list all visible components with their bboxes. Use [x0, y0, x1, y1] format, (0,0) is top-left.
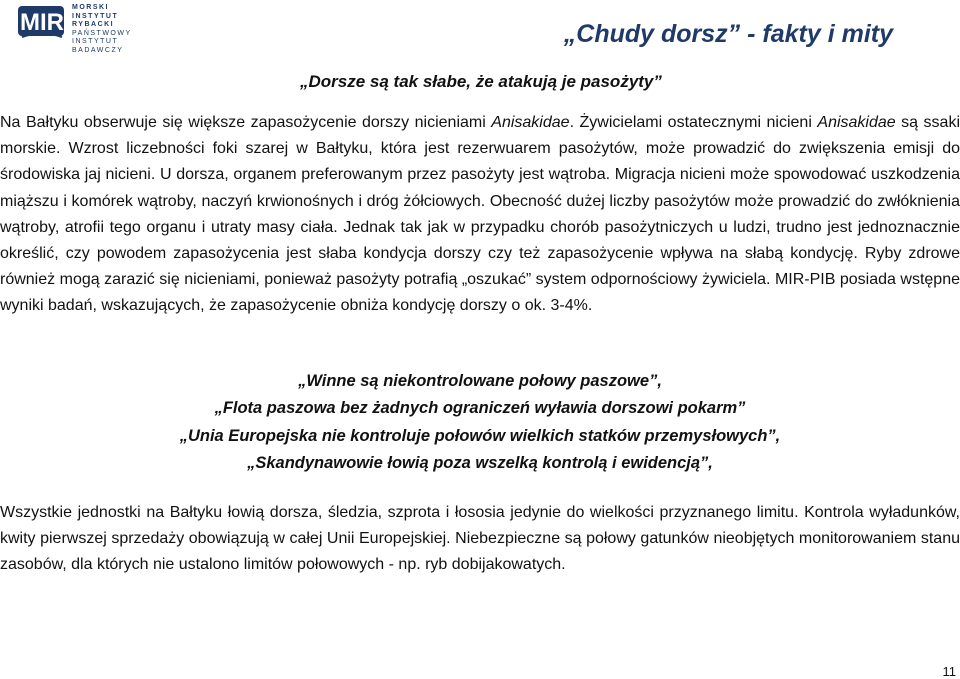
- quote-line: „Unia Europejska nie kontroluje połowów wielkich statków przemysłowych”,: [179, 426, 781, 445]
- mir-logo: [16, 2, 132, 54]
- svg-text:MIR: MIR: [20, 9, 64, 36]
- paragraph-limits: Wszystkie jednostki na Bałtyku łowią dorsza, śledzia, szprota i łososia jedynie do wielkości przyznanego limitu. Kontrola wyładunków, kwity pierwszej sprzedaży obowiązują w całej Unii Europejskiej. Niebezpieczne są połowy gatunków nieobjętych monitorowaniem stanu zasobów, dla których nie ustalono limitów połowowych - np. ryb dobijakowatych.: [0, 504, 960, 574]
- page-number: 11: [942, 664, 956, 679]
- myth-quotes: [0, 368, 960, 477]
- document-title: „Chudy dorsz” - fakty i mity: [563, 20, 893, 48]
- mir-logo-text: MORSKI INSTYTUT RYBACKI PAŃSTWOWY INSTYTUT BADAWCZY: [72, 4, 132, 54]
- quote-line: „Winne są niekontrolowane połowy paszowe”,: [298, 372, 662, 390]
- quote-line: „Skandynawowie łowią poza wszelką kontrolą i ewidencją”,: [247, 453, 713, 472]
- quote-line: „Flota paszowa bez żadnych ograniczeń wyławia dorszowi pokarm”: [214, 399, 746, 418]
- section-title: „Dorsze są tak słabe, że atakują je pasożyty”: [300, 72, 662, 91]
- mir-logo-mark: [16, 2, 68, 42]
- paragraph-parasites: Na Bałtyku obserwuje się większe zapasożycenie dorszy nicieniami Anisakidae. Żywicielami ostatecznymi nicieni Anisakidae są ssaki morskie. Wzrost liczebności foki szarej w Bałtyku, która jest rezerwuarem pasożytów, może prowadzić do zwiększenia emisji do środowiska jaj nicieni. U dorsza, organem preferowanym przez pasożyty jest wątroba. Migracja nicieni może spowodować uszkodzenia miąższu i komórek wątroby, naczyń krwionośnych i dróg żółciowych. Obecność dużej liczby pasożytów może prowadzić do zwłóknienia wątroby, atrofii tego organu i utraty masy ciała. Jednak tak jak w przypadku chorób pasożytniczych u ludzi, trudno jest jednoznacznie określić, czy powodem zapasożycenia jest słaba kondycja dorszy czy też zapasożycenie wpływa na słabą kondycję. Ryby zdrowe również mogą zarazić się nicieniami, ponieważ pasożyty potrafią „oszukać” system odpornościowy żywiciela. MIR-PIB posiada wstępne wyniki badań, wskazujących, że zapasożycenie obniża kondycję dorszy o ok. 3-4%.: [0, 114, 960, 315]
